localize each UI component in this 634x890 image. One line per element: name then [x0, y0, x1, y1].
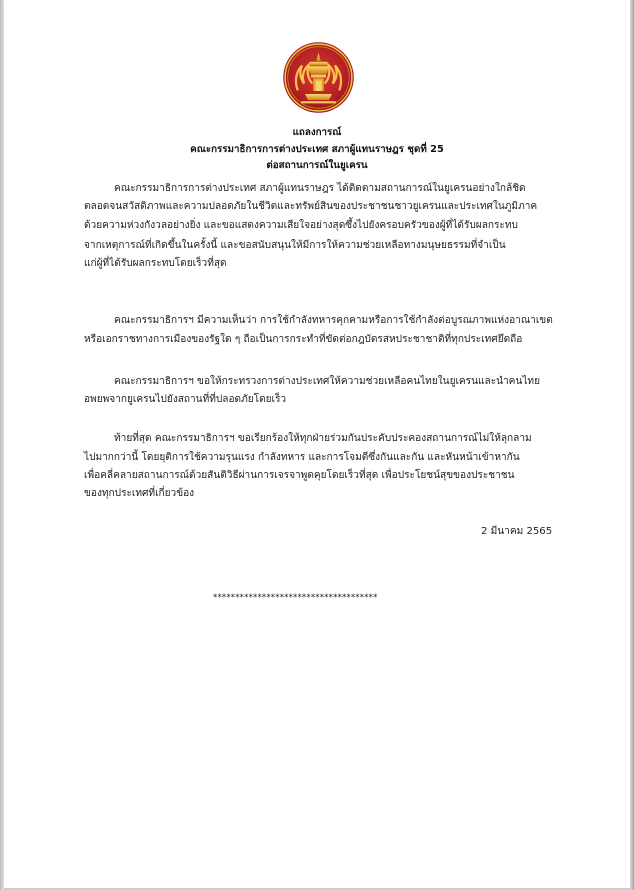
paragraph-line: หรือเอกราชทางการเมืองของรัฐใด ๆ ถือเป็นการกระทำที่ขัดต่อกฎบัตรสหประชาชาติที่ทุกประเทศยึดถือ: [84, 334, 523, 345]
paragraph-line: ไปมากกว่านี้ โดยยุติการใช้ความรุนแรง กำลังทหาร และการโจมตีซึ่งกันและกัน และหันหน้าเข้าหากัน: [84, 452, 520, 463]
statement-topic: ต่อสถานการณ์ในยูเครน: [266, 160, 368, 171]
committee-name: คณะกรรมาธิการการต่างประเทศ สภาผู้แทนราษฎร ชุดที่ 25: [190, 143, 444, 155]
paragraph-line: ตลอดจนสวัสดิภาพและความปลอดภัยในชีวิตและทรัพย์สินของประชาชนชาวยูเครนและประเทศในภูมิภาค: [84, 201, 538, 212]
paragraph-line: คณะกรรมาธิการฯ ขอให้กระทรวงการต่างประเทศให้ความช่วยเหลือคนไทยในยูเครนและนำคนไทย: [114, 376, 540, 387]
paragraph-line: คณะกรรมาธิการการต่างประเทศ สภาผู้แทนราษฎร ได้ติดตามสถานการณ์ในยูเครนอย่างใกล้ชิด: [114, 183, 526, 194]
paragraph-line: ด้วยความห่วงกังวลอย่างยิ่ง และขอแสดงความเสียใจอย่างสุดซึ้งไปยังครอบครัวของผู้ที่ได้รับผลกระทบ: [84, 220, 518, 231]
paragraph-line: คณะกรรมาธิการฯ มีความเห็นว่า การใช้กำลังทหารคุกคามหรือการใช้กำลังต่อบูรณภาพแห่งอาณาเขต: [114, 315, 553, 326]
paragraph-line: แก่ผู้ที่ได้รับผลกระทบโดยเร็วที่สุด: [84, 258, 227, 269]
paragraph-line: อพยพจากยูเครนไปยังสถานที่ที่ปลอดภัยโดยเร็ว: [84, 394, 287, 405]
paragraph-line: ของทุกประเทศที่เกี่ยวข้อง: [84, 488, 195, 499]
statement-date: 2 มีนาคม 2565: [481, 526, 553, 537]
closing-asterisks: *************************************: [213, 593, 378, 603]
document-title: แถลงการณ์: [292, 127, 342, 138]
paragraph-line: ท้ายที่สุด คณะกรรมาธิการฯ ขอเรียกร้องให้ทุกฝ่ายร่วมกันประคับประคองสถานการณ์ไม่ให้ลุกลาม: [114, 433, 532, 444]
paragraph-line: จากเหตุการณ์ที่เกิดขึ้นในครั้งนี้ และขอสนับสนุนให้มีการให้ความช่วยเหลือทางมนุษยธรรมที่จำเป็น: [84, 240, 506, 251]
paragraph-line: เพื่อคลี่คลายสถานการณ์ด้วยสันติวิธีผ่านการเจรจาพูดคุยโดยเร็วที่สุด เพื่อประโยชน์สุขของประชาชน: [84, 470, 515, 481]
